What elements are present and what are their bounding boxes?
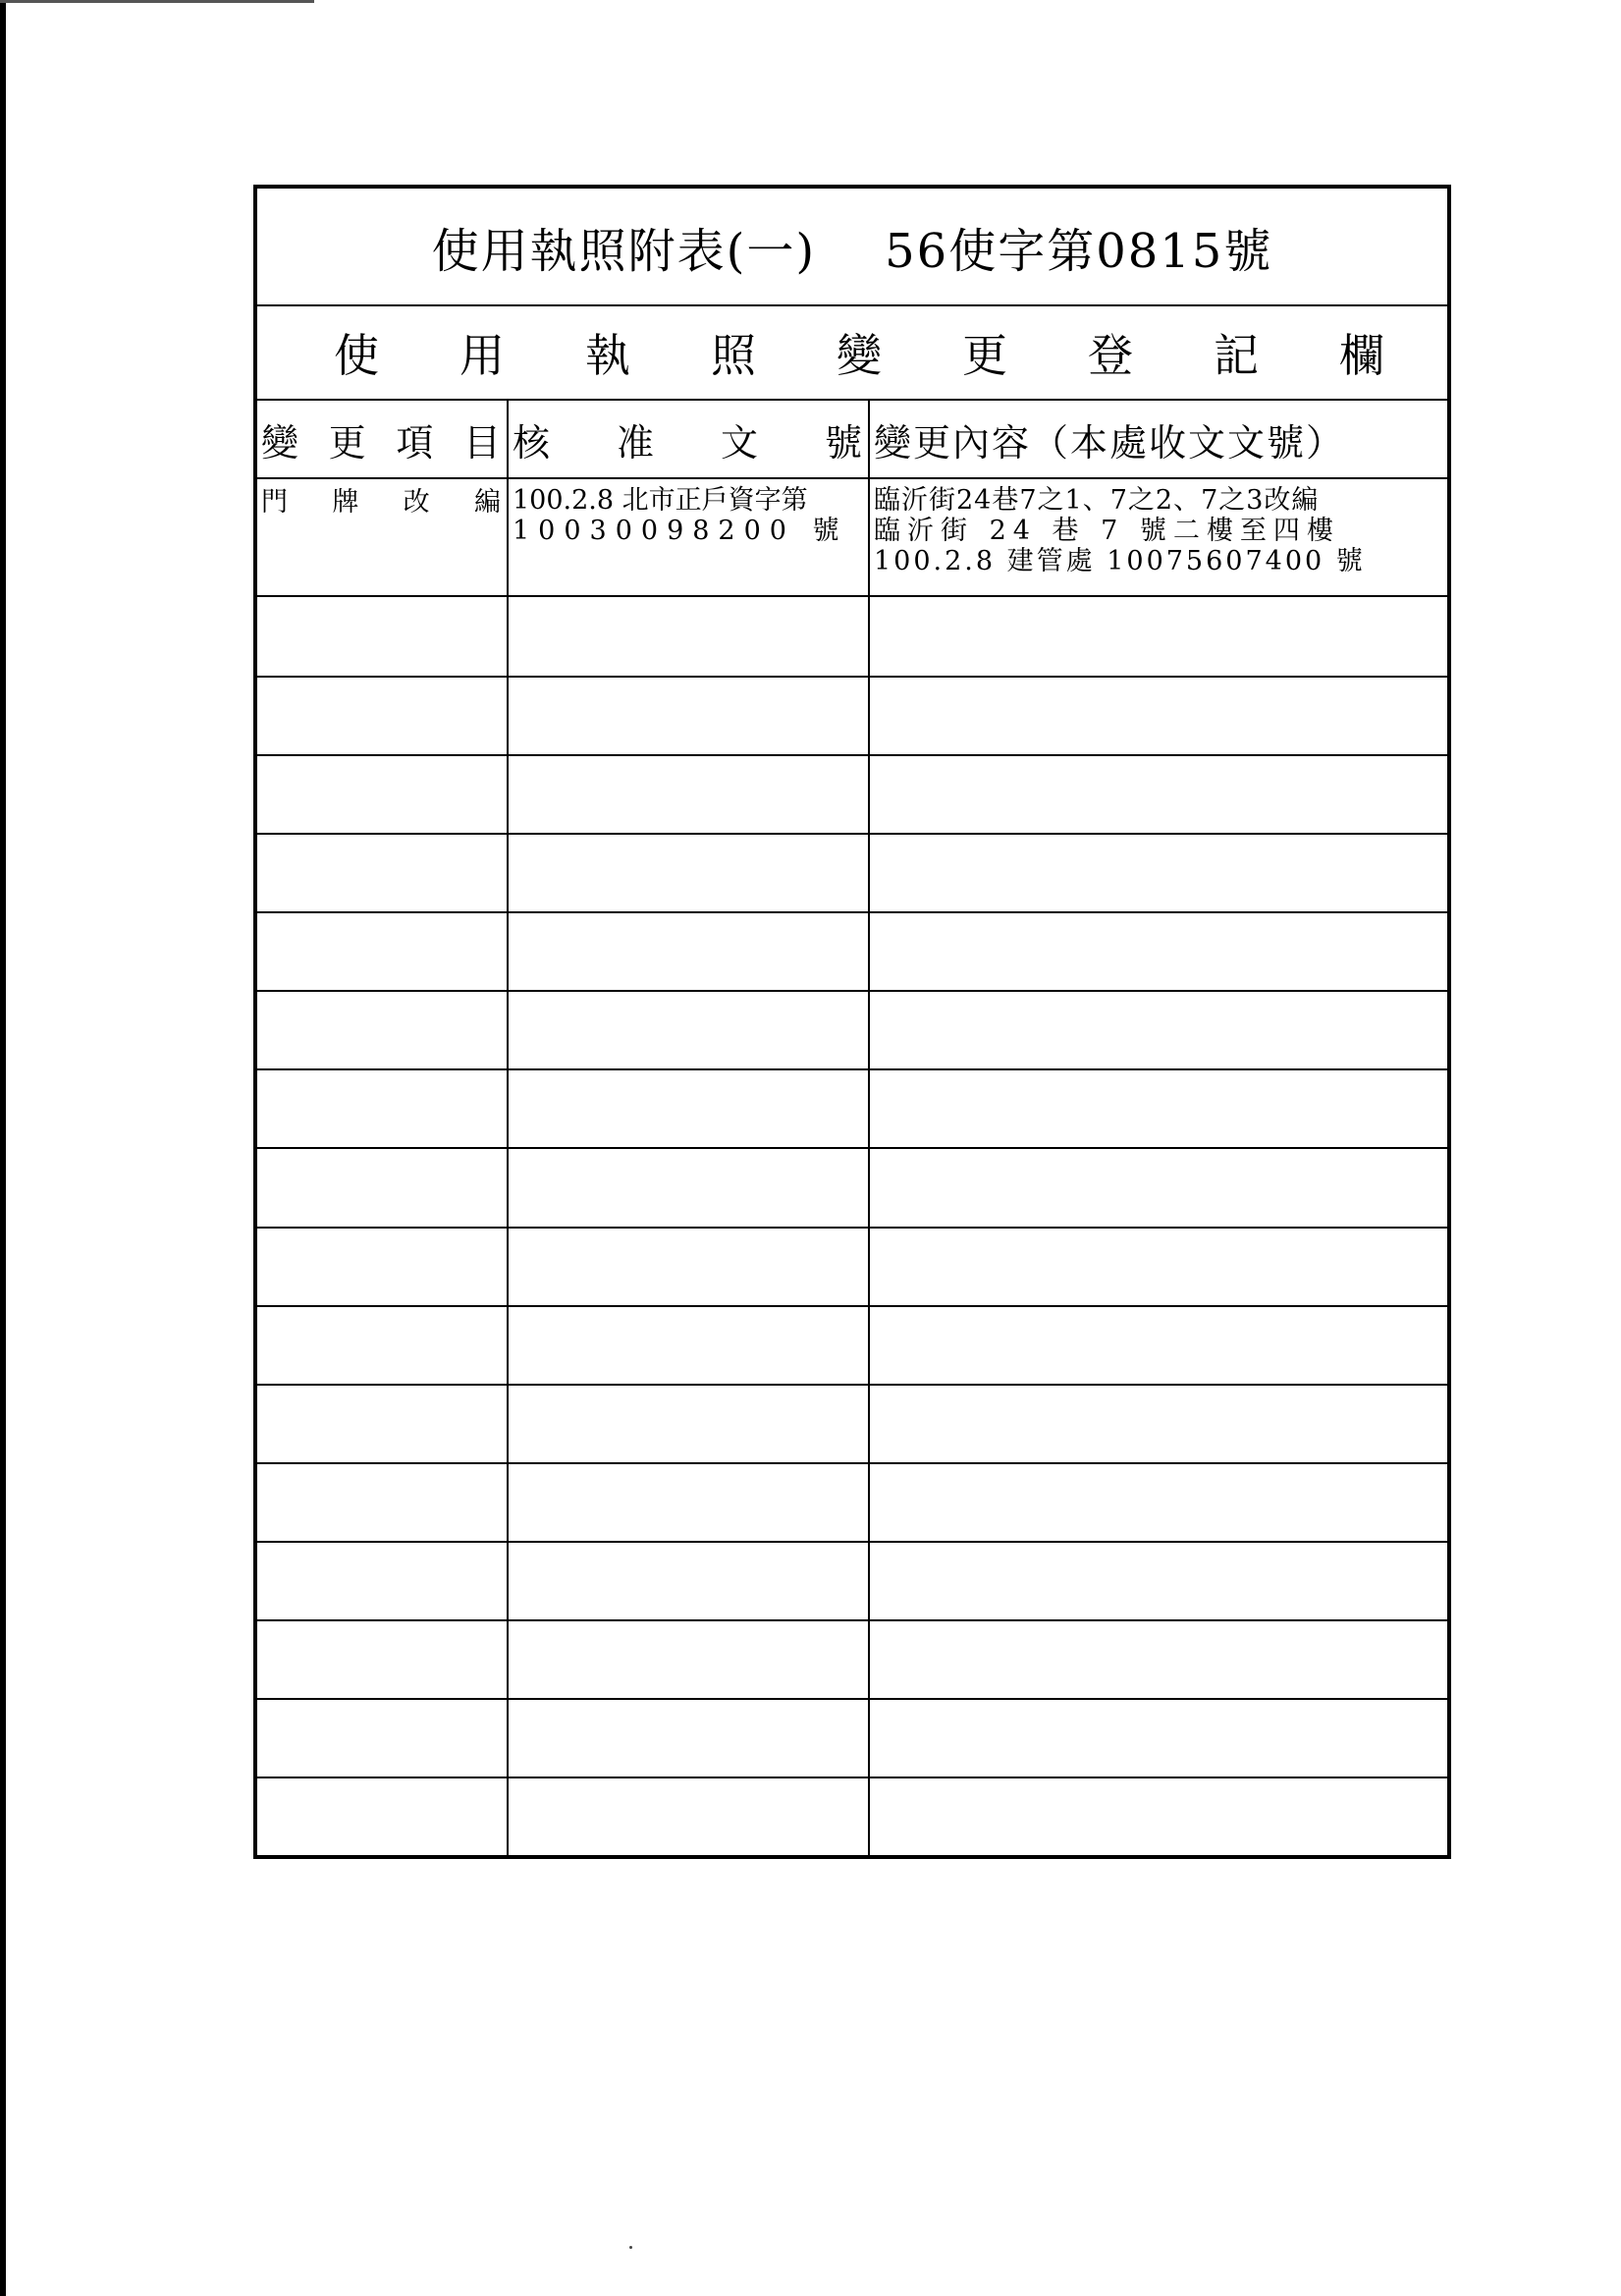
table-cell-approval-number: 100.2.8 北市正戶資字第 10030098200 號 [509,479,868,597]
column-header-change-content: 變更內容（本處收文文號） [870,401,1447,479]
table-row-divider [257,1777,1447,1778]
table-row-divider [257,1384,1447,1386]
table-row-divider [257,754,1447,756]
table-row-divider [257,911,1447,913]
scan-edge-left [0,0,6,2296]
table-row-divider [257,1305,1447,1307]
table-row-divider [257,1462,1447,1464]
scan-speck [629,2246,632,2249]
column-divider [868,401,870,1855]
document-title: 使用執照附表(一) [431,223,817,279]
table-row-divider [257,1541,1447,1543]
column-divider [507,401,509,1855]
license-attachment-form [253,185,1451,1859]
table-row-divider [257,1147,1447,1149]
column-header-change-item: 變 更 項 目 [257,401,507,479]
register-header-row [257,306,1447,401]
table-row-divider [257,1619,1447,1621]
table-row-divider [257,676,1447,678]
scan-edge-top [0,0,314,3]
table-row-divider [257,1698,1447,1700]
table-cell-change-item: 門 牌 改 編 [257,479,507,597]
change-register-table [257,401,1447,1855]
table-row-divider [257,1068,1447,1070]
table-cell-change-content: 臨沂街24巷7之1、7之2、7之3改編 臨沂街 24 巷 7 號二樓至四樓 100.2.8 建管處 10075607400 號 [870,479,1447,597]
register-header: 使 用 執 照 變 更 登 記 欄 [334,329,1384,382]
title-row [257,189,1447,306]
table-row-divider [257,833,1447,835]
column-header-approval-number: 核 准 文 號 [509,401,868,479]
table-row-divider [257,1227,1447,1229]
license-number: 56使字第0815號 [885,223,1273,279]
table-row-divider [257,990,1447,992]
